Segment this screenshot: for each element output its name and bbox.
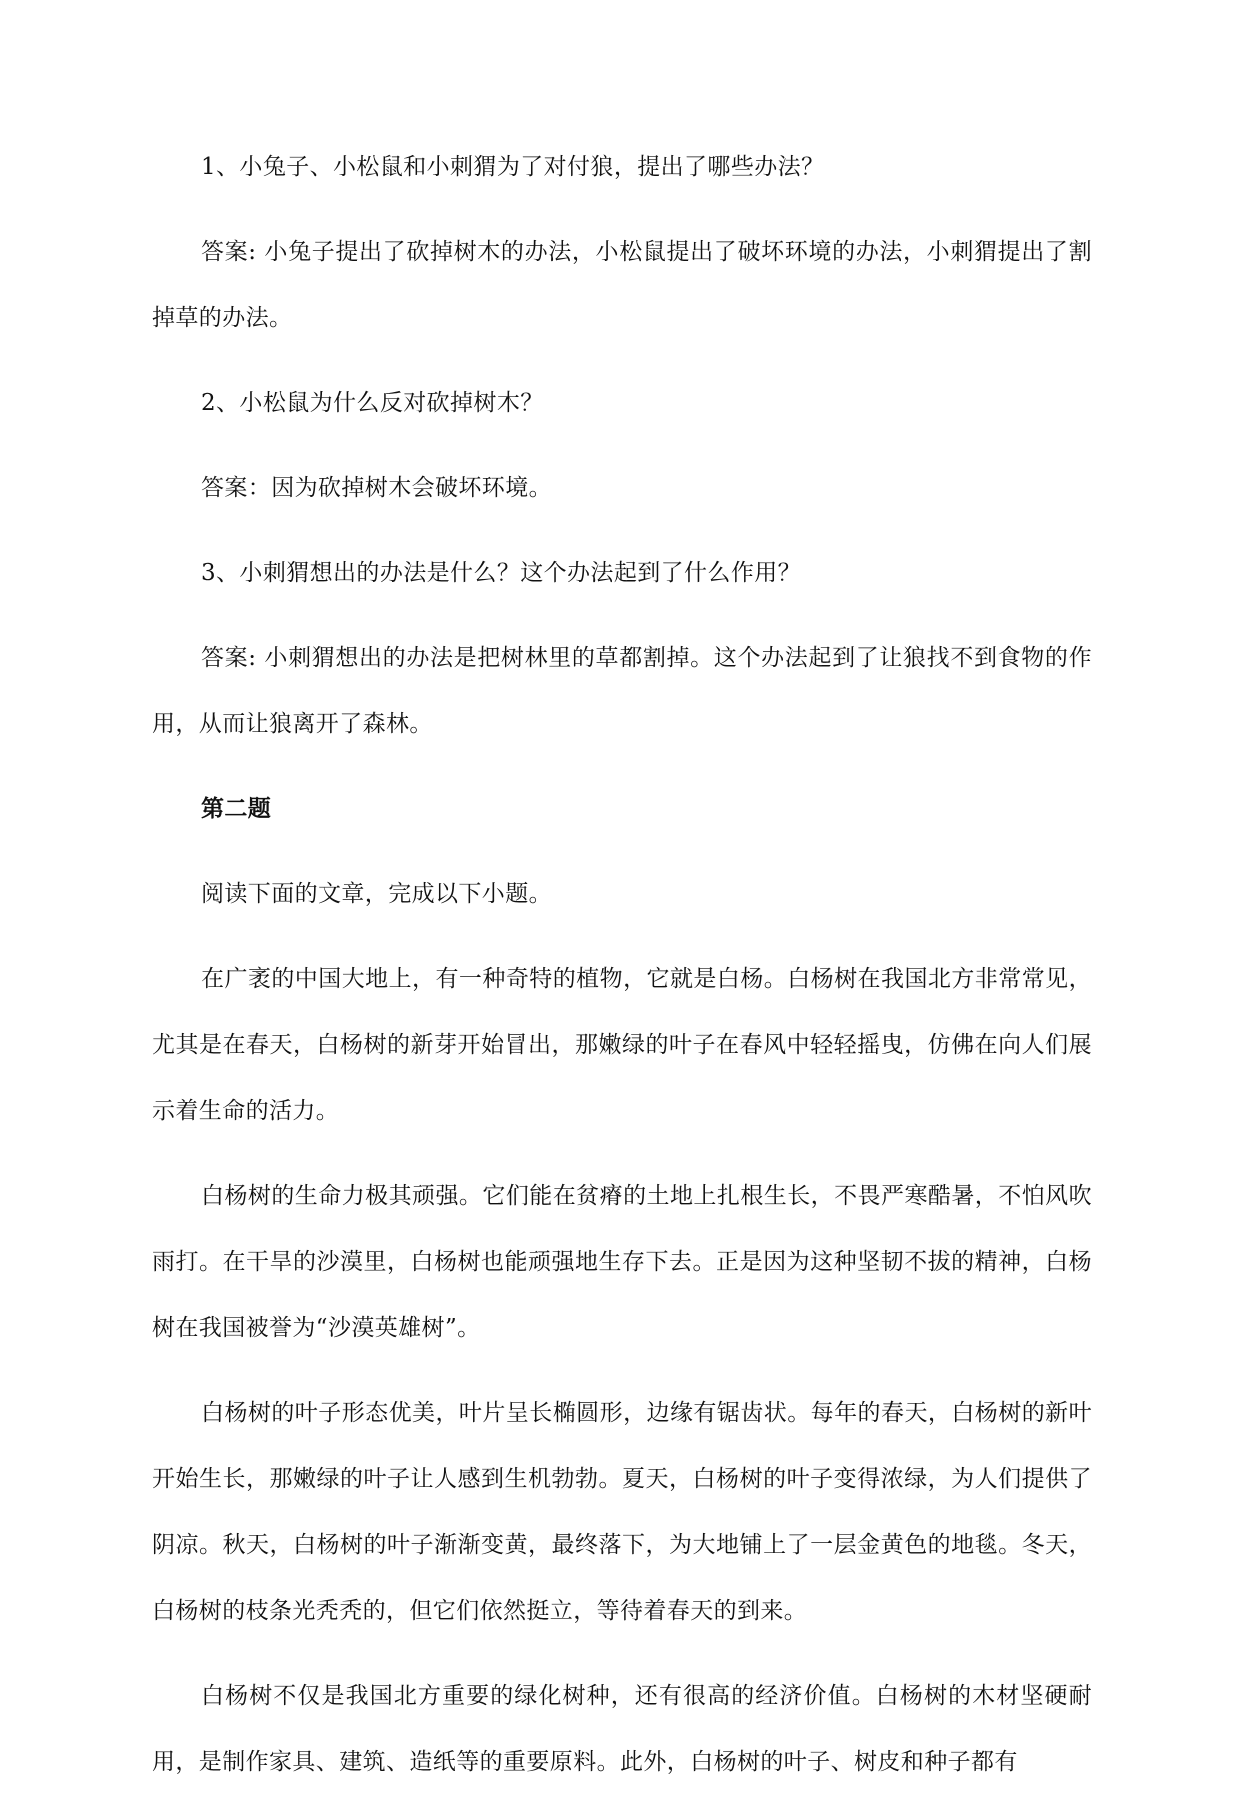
reading-instruction: 阅读下面的文章，完成以下小题。 <box>201 881 552 907</box>
question-3: 3、小刺猬想出的办法是什么？这个办法起到了什么作用？ <box>201 560 802 586</box>
article-paragraph: 在广袤的中国大地上，有一种奇特的植物，它就是白杨。白杨树在我国北方非常常见，尤其是在春天，白杨树的新芽开始冒出，那嫩绿的叶子在春风中轻轻摇曳，仿佛在向人们展示着生命的活力。 <box>152 966 1092 1124</box>
article-paragraph: 白杨树不仅是我国北方重要的绿化树种，还有很高的经济价值。白杨树的木材坚硬耐用，是制作家具、建筑、造纸等的重要原料。此外，白杨树的叶子、树皮和种子都有 <box>152 1683 1092 1775</box>
section-heading: 第二题 <box>201 796 272 822</box>
answer-3: 答案: 小刺猬想出的办法是把树林里的草都割掉。这个办法起到了让狼找不到食物的作用，从而让狼离开了森林。 <box>152 645 1092 737</box>
article-paragraph: 白杨树的叶子形态优美，叶片呈长椭圆形，边缘有锯齿状。每年的春天，白杨树的新叶开始生长，那嫩绿的叶子让人感到生机勃勃。夏天，白杨树的叶子变得浓绿，为人们提供了阴凉。秋天，白杨树的叶子渐渐变黄，最终落下，为大地铺上了一层金黄色的地毯。冬天，白杨树的枝条光秃秃的，但它们依然挺立，等待着春天的到来。 <box>152 1400 1092 1624</box>
document-body <box>152 134 1092 1814</box>
answer-1: 答案: 小兔子提出了砍掉树木的办法，小松鼠提出了破坏环境的办法，小刺猬提出了割掉草的办法。 <box>152 239 1092 331</box>
question-2: 2、小松鼠为什么反对砍掉树木？ <box>201 390 544 416</box>
article-paragraph: 白杨树的生命力极其顽强。它们能在贫瘠的土地上扎根生长，不畏严寒酷暑，不怕风吹雨打。在干旱的沙漠里，白杨树也能顽强地生存下去。正是因为这种坚韧不拔的精神，白杨树在我国被誉为“沙漠英雄树”。 <box>152 1183 1092 1341</box>
answer-2: 答案：因为砍掉树木会破坏环境。 <box>201 475 552 501</box>
question-1: 1、小兔子、小松鼠和小刺猬为了对付狼，提出了哪些办法？ <box>201 154 825 180</box>
